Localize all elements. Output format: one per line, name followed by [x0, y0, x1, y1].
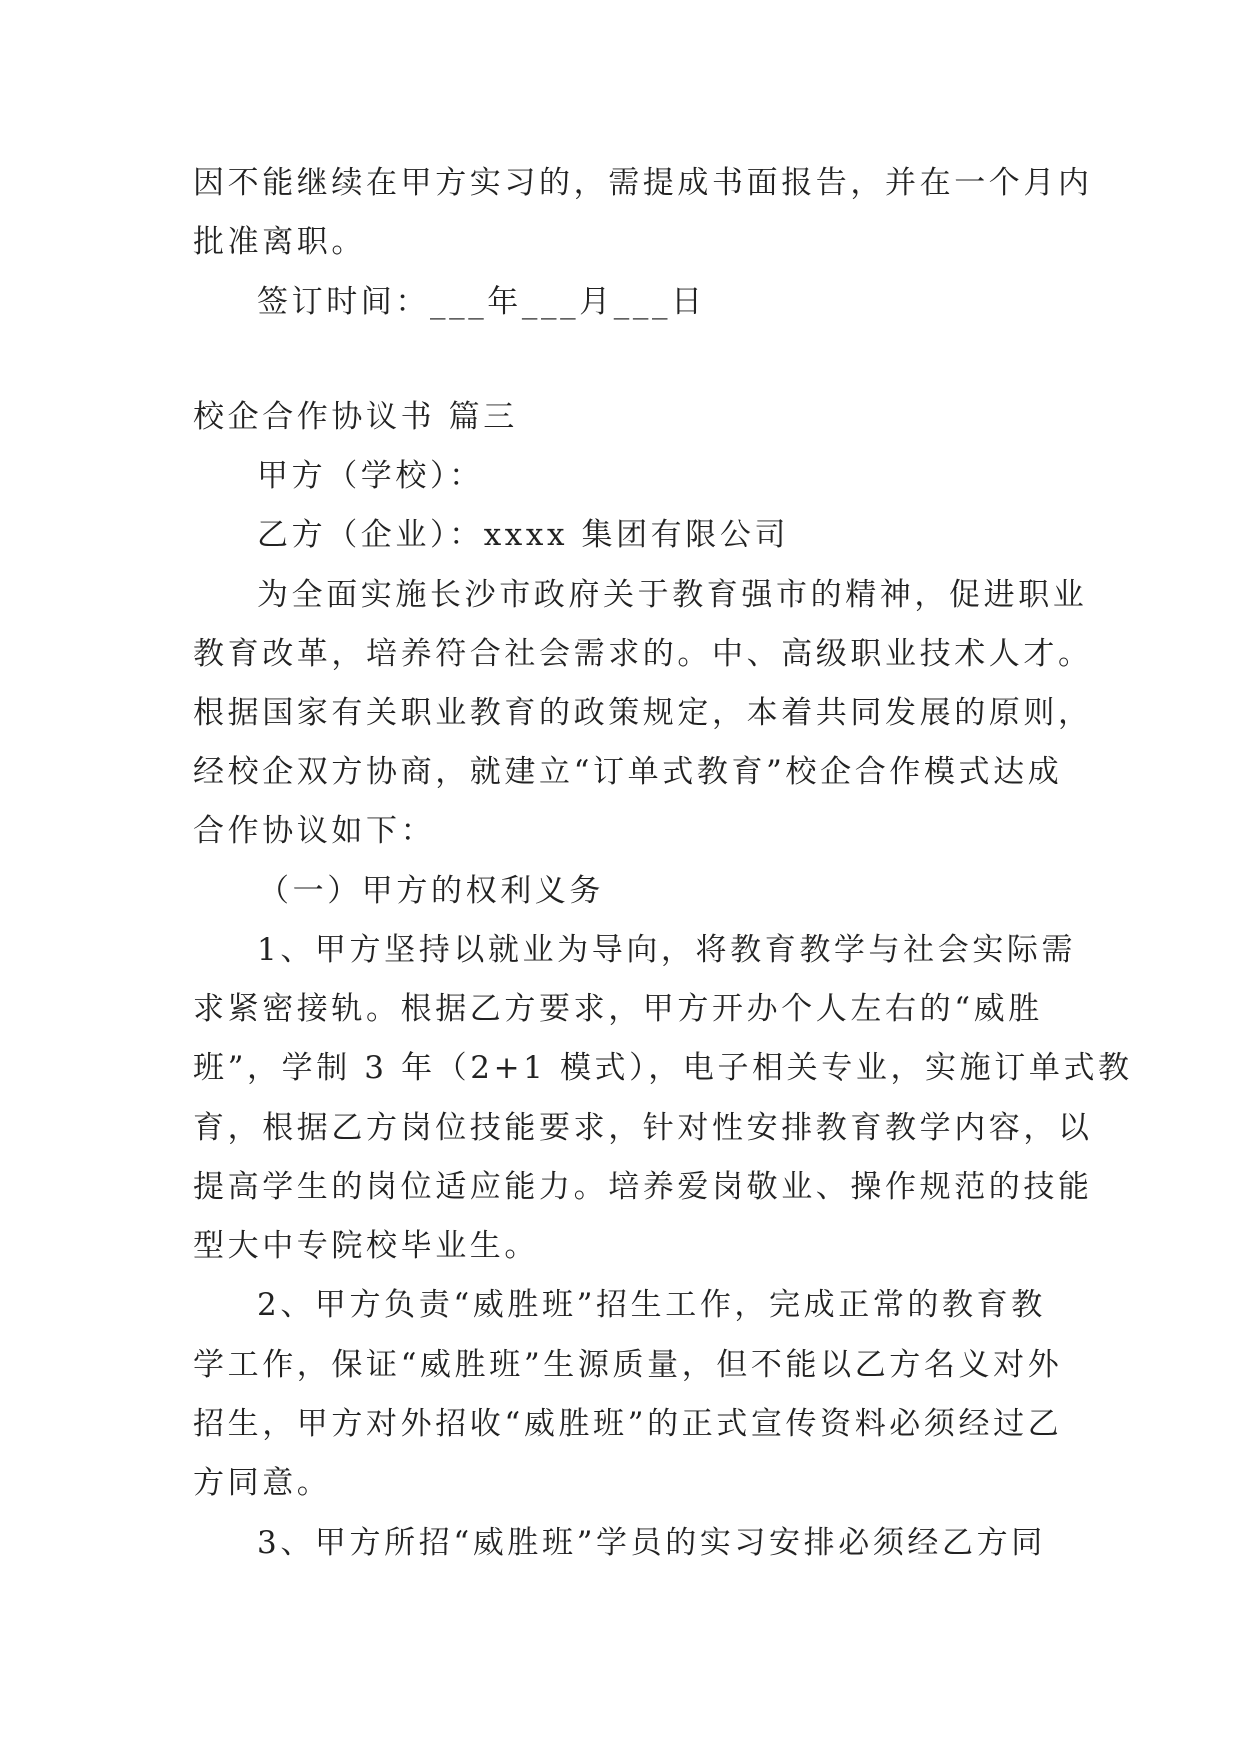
paragraph-line: 求紧密接轨。根据乙方要求，甲方开办个人左右的“威胜	[193, 991, 1043, 1027]
paragraph-line: 合作协议如下：	[193, 813, 436, 849]
paragraph-line: 方同意。	[193, 1465, 332, 1501]
signing-date-line: 签订时间：___年___月___日	[257, 284, 706, 320]
paragraph-line: 学工作，保证“威胜班”生源质量，但不能以乙方名义对外	[193, 1347, 1063, 1383]
paragraph-line: 型大中专院校毕业生。	[193, 1228, 539, 1264]
paragraph-line: 批准离职。	[193, 224, 366, 260]
paragraph-line: 为全面实施长沙市政府关于教育强市的精神，促进职业	[257, 577, 1088, 613]
party-b-line: 乙方（企业）：xxxx 集团有限公司	[257, 517, 790, 553]
paragraph-line: 班”，学制 3 年（2+1 模式），电子相关专业，实施订单式教	[193, 1050, 1133, 1086]
party-a-line: 甲方（学校）：	[257, 458, 484, 494]
paragraph-line: 因不能继续在甲方实习的，需提成书面报告，并在一个月内	[193, 165, 1093, 201]
paragraph-line: 1、甲方坚持以就业为导向，将教育教学与社会实际需	[257, 932, 1077, 968]
paragraph-line: 提高学生的岗位适应能力。培养爱岗敬业、操作规范的技能	[193, 1169, 1093, 1205]
paragraph-line: 招生，甲方对外招收“威胜班”的正式宣传资料必须经过乙	[193, 1406, 1063, 1442]
paragraph-line: 根据国家有关职业教育的政策规定，本着共同发展的原则，	[193, 695, 1093, 731]
paragraph-line: 经校企双方协商，就建立“订单式教育”校企合作模式达成	[193, 754, 1063, 790]
section-title: 校企合作协议书 篇三	[193, 399, 518, 435]
paragraph-line: 教育改革，培养符合社会需求的。中、高级职业技术人才。	[193, 636, 1093, 672]
subsection-heading: （一）甲方的权利义务	[258, 873, 604, 909]
paragraph-line: 3、甲方所招“威胜班”学员的实习安排必须经乙方同	[257, 1525, 1046, 1561]
paragraph-line: 育，根据乙方岗位技能要求，针对性安排教育教学内容，以	[193, 1110, 1093, 1146]
paragraph-line: 2、甲方负责“威胜班”招生工作，完成正常的教育教	[257, 1287, 1046, 1323]
